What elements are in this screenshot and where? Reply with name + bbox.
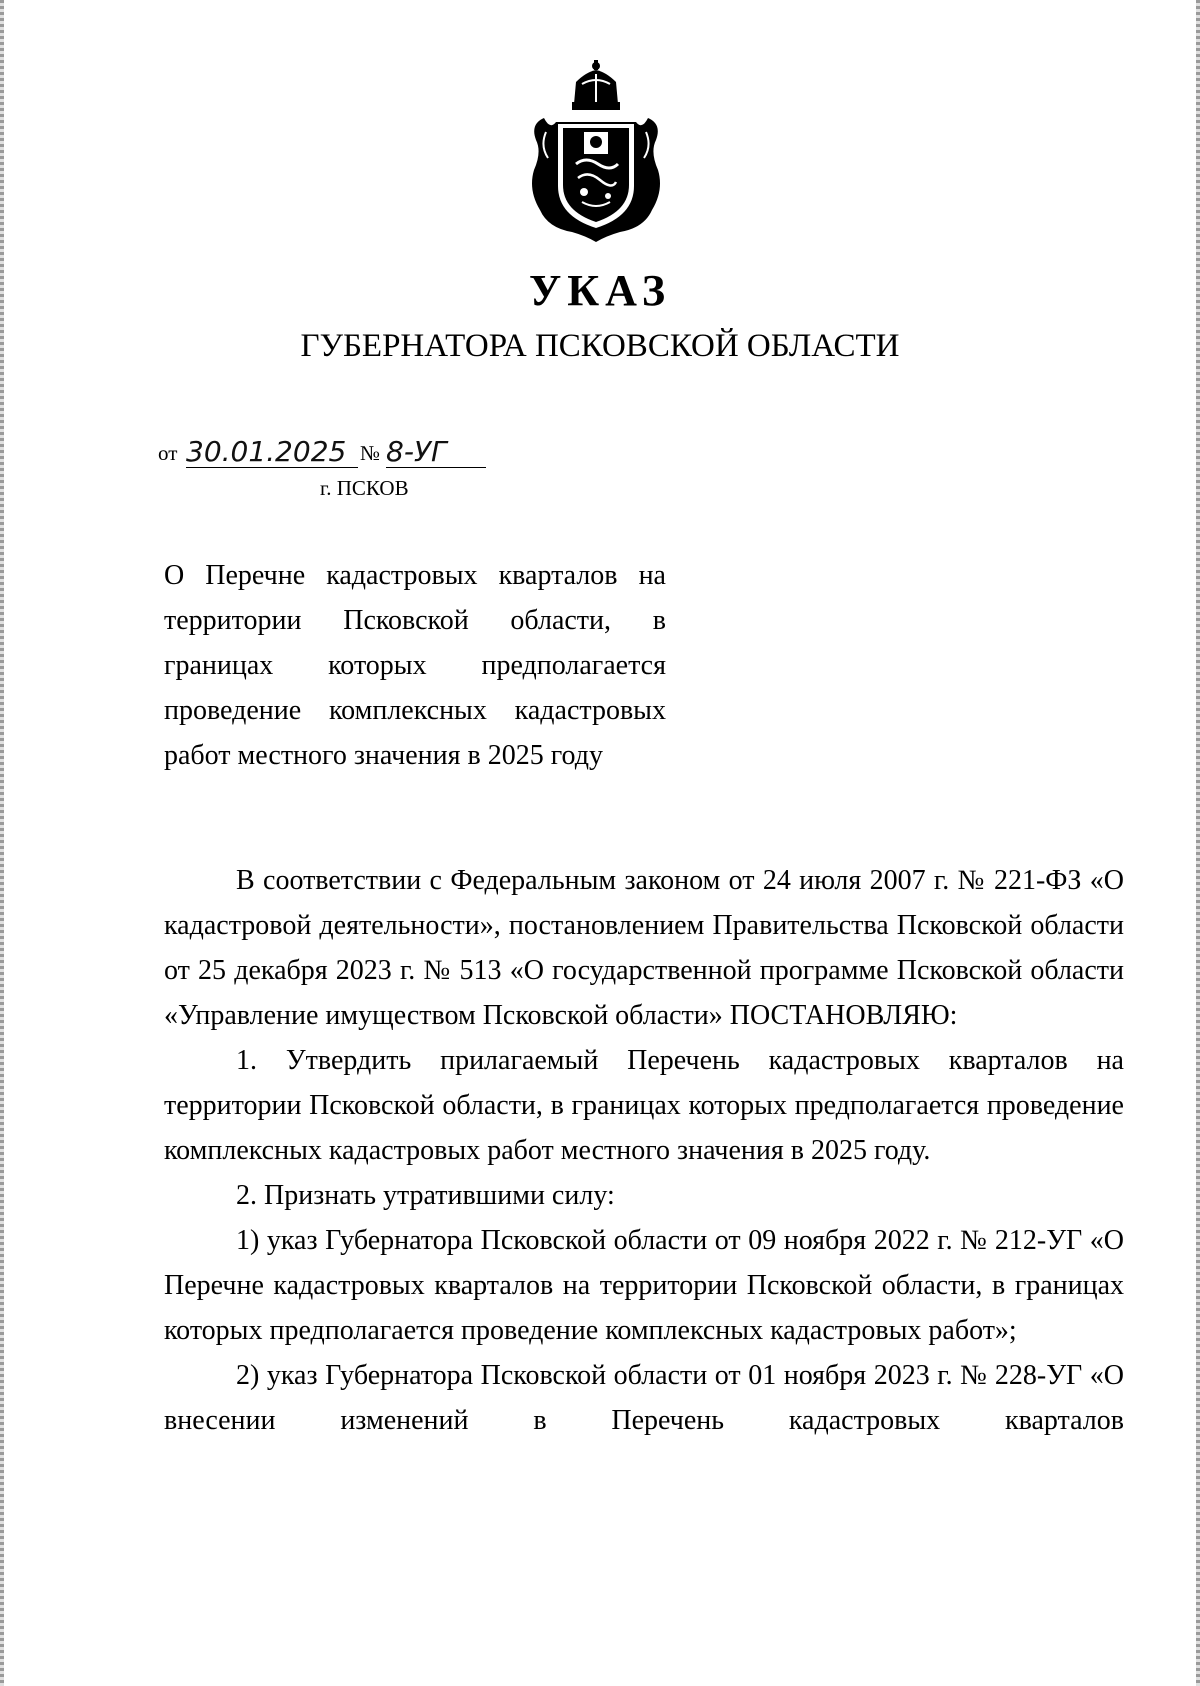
city: г. ПСКОВ bbox=[320, 476, 409, 500]
item-1-paragraph: 1. Утвердить прилагаемый Перечень кадастровых кварталов на территории Псковской области, в границах которых предполагается проведение комплексных кадастровых работ местного значения в 2025 году. bbox=[164, 1045, 1124, 1166]
item-2-2-paragraph: 2) указ Губернатора Псковской области от 01 ноября 2023 г. № 228-УГ «О внесении изменений в Перечень кадастровых кварталов bbox=[164, 1360, 1124, 1436]
document-title: УКАЗ bbox=[528, 266, 672, 315]
coat-of-arms-icon bbox=[526, 60, 666, 245]
scan-edge-right bbox=[1196, 0, 1200, 1686]
date-prefix: от bbox=[158, 441, 178, 465]
number-value: 8-УГ bbox=[386, 437, 486, 468]
issuer-title: ГУБЕРНАТОРА ПСКОВСКОЙ ОБЛАСТИ bbox=[300, 328, 900, 364]
date-value: 30.01.2025 bbox=[186, 437, 358, 468]
preamble-paragraph: В соответствии с Федеральным законом от 24 июля 2007 г. № 221-ФЗ «О кадастровой деятельности», постановлением Правительства Псковской области от 25 декабря 2023 г. № 513 «О государственной программе Псковской области «Управление имуществом Псковской области» ПОСТАНОВЛЯЮ: bbox=[164, 865, 1124, 1031]
document-body bbox=[164, 858, 1124, 1443]
document-subject: О Перечне кадастровых кварталов на территории Псковской области, в границах которых предполагается проведение комплексных кадастровых работ местного значения в 2025 году bbox=[164, 560, 666, 771]
scan-edge-left bbox=[0, 0, 4, 1686]
number-prefix: № bbox=[360, 441, 381, 465]
item-2-paragraph: 2. Признать утратившими силу: bbox=[236, 1180, 615, 1211]
item-2-1-paragraph: 1) указ Губернатора Псковской области от 09 ноября 2022 г. № 212-УГ «О Перечне кадастровых кварталов на территории Псковской области, в границах которых предполагается проведение комплексных кадастровых работ»; bbox=[164, 1225, 1124, 1346]
